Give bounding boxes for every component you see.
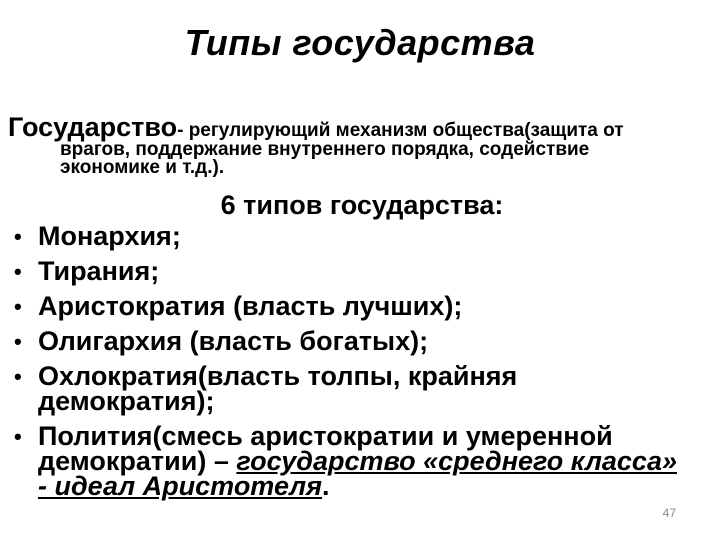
list-item-ochlocracy xyxy=(14,361,704,416)
list-item-text: Тирания; xyxy=(38,256,160,286)
list-item-text-line3-end: . xyxy=(322,471,330,501)
definition-term: Государство xyxy=(8,112,178,142)
list-item-text: Аристократия (власть лучших); xyxy=(38,291,463,321)
definition-block xyxy=(8,112,708,178)
list-item-aristocracy xyxy=(14,291,704,321)
list-item-tyranny xyxy=(14,256,704,286)
list-item-oligarchy xyxy=(14,326,704,356)
slide-title: Типы государства xyxy=(184,22,536,63)
types-subheading: 6 типов государства: xyxy=(220,190,504,220)
bullet-icon: • xyxy=(14,259,22,284)
types-list xyxy=(14,221,704,509)
list-item-monarchy xyxy=(14,221,704,251)
list-item-text-line1: Полития(смесь аристократии и умеренной xyxy=(38,421,613,451)
page-number: 47 xyxy=(662,506,676,520)
bullet-icon: • xyxy=(14,294,22,319)
bullet-icon: • xyxy=(14,329,22,354)
aristotle-ideal-emphasis: - идеал Аристотеля xyxy=(38,471,323,501)
list-item-text: Монархия; xyxy=(38,221,181,251)
list-item-text-line1: Охлократия(власть толпы, крайняя xyxy=(38,361,518,391)
bullet-icon: • xyxy=(14,424,22,449)
definition-text-line3: экономике и т.д.). xyxy=(60,157,225,178)
bullet-icon: • xyxy=(14,224,22,249)
list-item-text-line2-plain: демократии) – xyxy=(38,446,237,476)
middle-class-emphasis: государство «среднего класса» xyxy=(236,446,677,476)
list-item-text: Олигархия (власть богатых); xyxy=(38,326,429,356)
definition-text-line2: врагов, поддержание внутреннего порядка, содействие xyxy=(60,139,590,160)
bullet-icon: • xyxy=(14,364,22,389)
definition-text-line1: - регулирующий механизм общества(защита от xyxy=(177,120,624,141)
list-item-polity xyxy=(14,421,704,501)
list-item-text-line2: демократия); xyxy=(38,386,215,416)
